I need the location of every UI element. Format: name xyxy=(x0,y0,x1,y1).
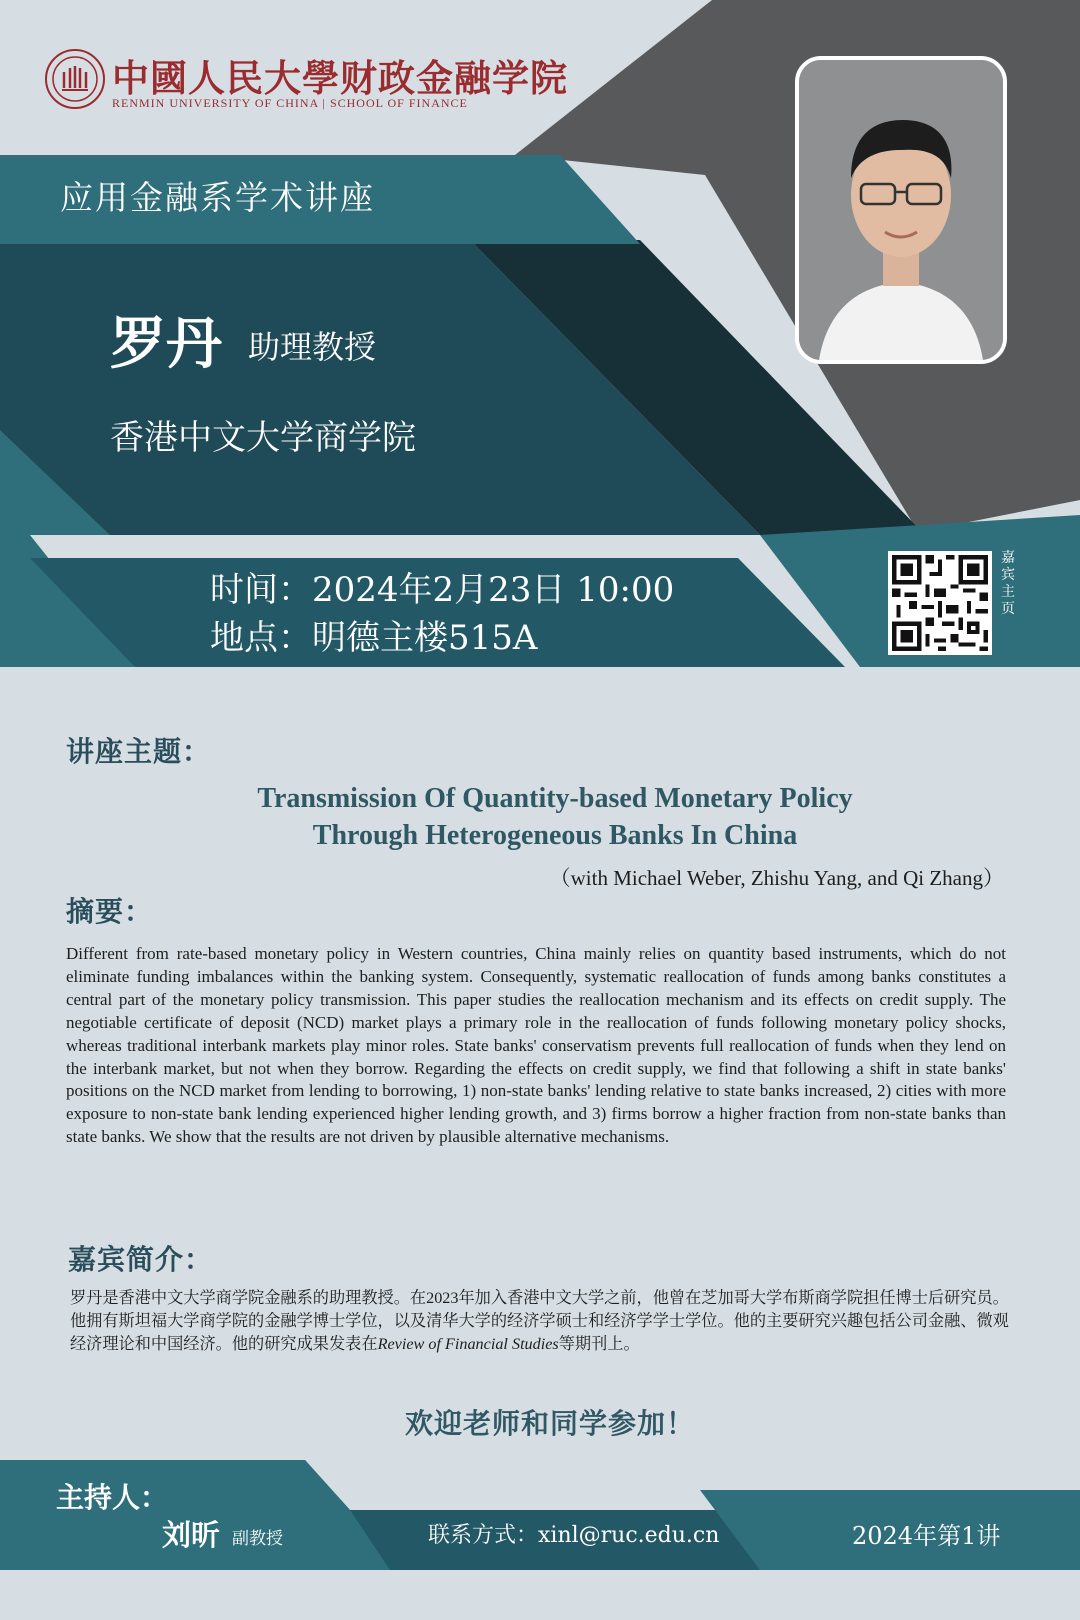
welcome-message: 欢迎老师和同学参加！ xyxy=(404,1407,695,1440)
talk-title-line-1: Transmission Of Quantity-based Monetary Policy xyxy=(257,783,853,814)
contact-info[interactable]: 联系方式：xinl@ruc.edu.cn xyxy=(428,1523,720,1548)
university-seal-logo xyxy=(44,48,106,110)
talk-title-line-2: Through Heterogeneous Banks In China xyxy=(312,820,798,851)
speaker-affiliation: 香港中文大学商学院 xyxy=(110,418,416,458)
bio-heading: 嘉宾简介： xyxy=(68,1243,214,1276)
speaker-photo xyxy=(795,56,1007,364)
bio-text xyxy=(70,1287,1010,1356)
lecture-series-number: 2024年第1讲 xyxy=(852,1522,1001,1550)
speaker-title: 助理教授 xyxy=(248,328,377,366)
host-label: 主持人： xyxy=(56,1481,169,1514)
host-title: 副教授 xyxy=(232,1529,283,1549)
abstract-heading: 摘要： xyxy=(66,895,154,928)
speaker-portrait-image xyxy=(799,60,1003,360)
abstract-text: Different from rate-based monetary policy in Western countries, China mainly relies on quantity based instruments, which do not eliminate funding imbalances within the banking system. Consequently, systematic reallocation of funds among banks constitutes a central part of the monetary policy transmission. This paper studies the reallocation mechanism and its effects on credit supply. The negotiable certificate of deposit (NCD) market plays a primary role in the reallocation of funds following monetary policy shocks, whereas traditional interbank markets play minor roles. State banks' conservatism prevents full reallocation of funds when they lend on the interbank market, but not when they borrow. Regarding the effects on credit supply, we find that following a shift in state banks' positions on the NCD market from lending to borrowing, 1) non-state banks' lending relative to state banks increased, 2) cities with more exposure to non-state bank lending experienced higher lending growth, and 3) firms borrow a higher fraction from non-state banks than state banks. We show that the results are not driven by plausible alternative mechanisms. xyxy=(66,944,1006,1147)
bio-journal-name: Review of Financial Studies xyxy=(377,1335,559,1353)
logo-english-text: RENMIN UNIVERSITY OF CHINA | SCHOOL OF FINANCE xyxy=(112,96,468,110)
qr-caption: 嘉宾主页 xyxy=(1001,550,1015,617)
event-time: 时间：2024年2月23日 10:00 xyxy=(210,570,675,610)
bio-text-main: 罗丹是香港中文大学商学院金融系的助理教授。在2023年加入香港中文大学之前，他曾在芝加哥大学布斯商学院担任博士后研究员。他拥有斯坦福大学商学院的金融学博士学位，以及清华大学的经济学硕士和经济学学士学位。他的主要研究兴趣包括公司金融、微观经济理论和中国经济。他的研究成果发表在 xyxy=(70,1289,1009,1353)
banner-title: 应用金融系学术讲座 xyxy=(60,178,375,217)
speaker-name: 罗丹 xyxy=(110,312,222,377)
guest-homepage-qr-code[interactable] xyxy=(888,551,992,655)
talk-title xyxy=(60,780,1050,854)
coauthors: （with Michael Weber, Zhishu Yang, and Qi Zhang） xyxy=(549,866,1004,890)
host-name: 刘昕 xyxy=(162,1518,221,1552)
logo-chinese-text: 中國人民大學财政金融学院 xyxy=(112,56,568,100)
event-place: 地点：明德主楼515A xyxy=(210,618,538,658)
bio-text-end: 等期刊上。 xyxy=(558,1335,640,1353)
topic-heading: 讲座主题： xyxy=(66,735,212,768)
